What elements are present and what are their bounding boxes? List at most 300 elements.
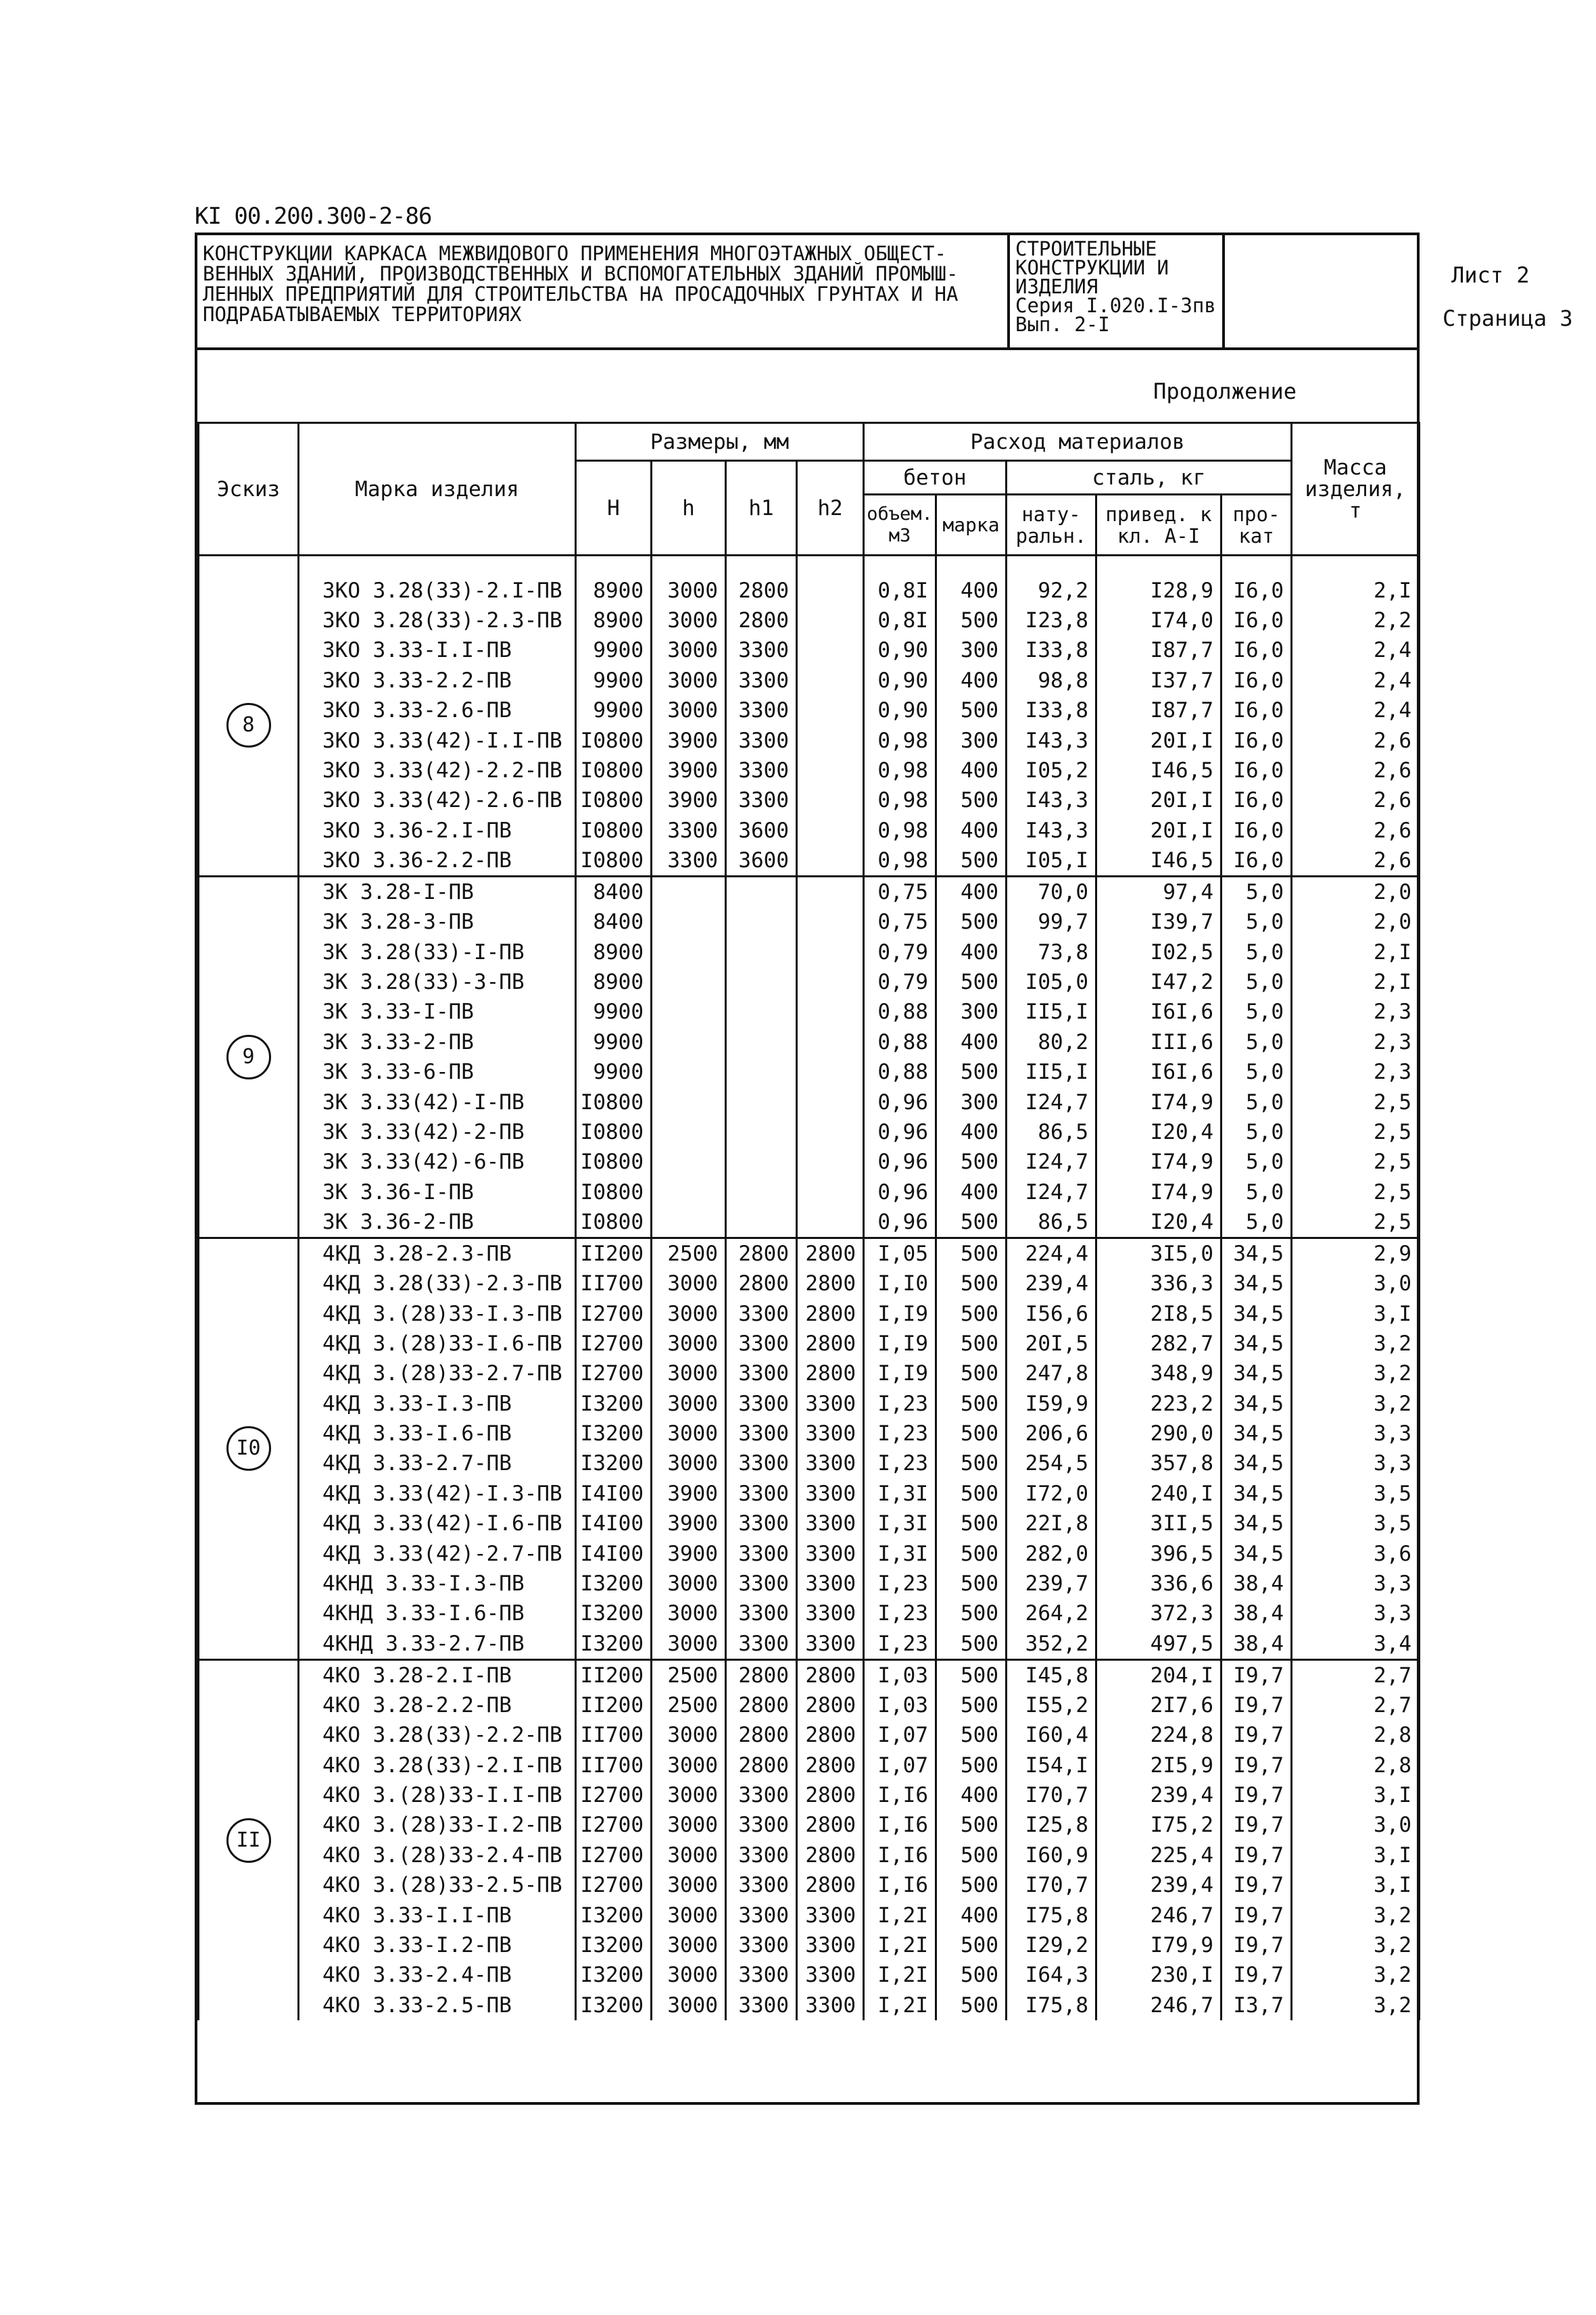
- cell-steel-reduced: I74,0: [1096, 606, 1222, 635]
- cell-steel-reduced: 2I7,6: [1096, 1690, 1222, 1720]
- cell-volume: I,23: [864, 1599, 936, 1628]
- table-row: [199, 1479, 1420, 1509]
- cell-steel-reduced: I74,9: [1096, 1087, 1222, 1117]
- cell-steel-reduced: 336,3: [1096, 1269, 1222, 1298]
- cell-H: I0800: [576, 785, 652, 815]
- cell-H: I3200: [576, 1419, 652, 1448]
- header-steel: сталь, кг: [1007, 461, 1292, 495]
- cell-grade: 500: [936, 1479, 1007, 1509]
- cell-H: 9900: [576, 635, 652, 665]
- cell-mass: 2,5: [1292, 1087, 1420, 1117]
- cell-rolled: I9,7: [1222, 1780, 1292, 1810]
- cell-grade: 500: [936, 1810, 1007, 1840]
- cell-h1: [726, 1087, 797, 1117]
- cell-H: I3200: [576, 1448, 652, 1478]
- cell-mark: 4КО 3.(28)33-I.2-ПВ: [299, 1810, 576, 1840]
- cell-steel-natural: 352,2: [1007, 1629, 1096, 1660]
- table-row: [199, 1298, 1420, 1328]
- cell-volume: I,3I: [864, 1509, 936, 1538]
- cell-grade: 500: [936, 1659, 1007, 1690]
- cell-h1: 3300: [726, 1599, 797, 1628]
- cell-H: I2700: [576, 1298, 652, 1328]
- cell-h: 3000: [652, 1991, 726, 2020]
- cell-steel-natural: I75,8: [1007, 1900, 1096, 1930]
- series-line: ИЗДЕЛИЯ: [1015, 275, 1098, 298]
- cell-h2: 2800: [797, 1780, 864, 1810]
- sketch-number-badge: 9: [226, 1035, 271, 1079]
- cell-steel-natural: I64,3: [1007, 1960, 1096, 1990]
- cell-volume: I,03: [864, 1690, 936, 1720]
- cell-volume: I,3I: [864, 1538, 936, 1568]
- cell-volume: I,2I: [864, 1930, 936, 1960]
- cell-h: 3000: [652, 606, 726, 635]
- cell-steel-reduced: 223,2: [1096, 1388, 1222, 1418]
- table-row: [199, 1750, 1420, 1780]
- cell-steel-reduced: 239,4: [1096, 1780, 1222, 1810]
- cell-steel-natural: I43,3: [1007, 725, 1096, 755]
- cell-rolled: 34,5: [1222, 1479, 1292, 1509]
- cell-h2: 2800: [797, 1870, 864, 1900]
- cell-grade: 400: [936, 576, 1007, 606]
- cell-rolled: 34,5: [1222, 1238, 1292, 1269]
- cell-h2: [797, 1207, 864, 1238]
- cell-h1: [726, 937, 797, 967]
- cell-h1: 3300: [726, 1538, 797, 1568]
- cell-mark: 3КО 3.36-2.I-ПВ: [299, 816, 576, 846]
- cell-h1: 2800: [726, 1238, 797, 1269]
- cell-rolled: I6,0: [1222, 696, 1292, 725]
- cell-h: 3000: [652, 1960, 726, 1990]
- cell-steel-natural: I70,7: [1007, 1870, 1096, 1900]
- cell-rolled: 5,0: [1222, 1027, 1292, 1057]
- cell-steel-natural: 73,8: [1007, 937, 1096, 967]
- table-row: [199, 937, 1420, 967]
- cell-steel-natural: I05,0: [1007, 967, 1096, 997]
- cell-H: I2700: [576, 1329, 652, 1359]
- cell-h: 3000: [652, 1388, 726, 1418]
- cell-mark: 3К 3.28-I-ПВ: [299, 877, 576, 908]
- cell-volume: 0,79: [864, 967, 936, 997]
- spacer-cell: [1007, 556, 1096, 576]
- cell-H: I0800: [576, 1177, 652, 1207]
- cell-h1: 3300: [726, 1841, 797, 1870]
- cell-grade: 500: [936, 1509, 1007, 1538]
- cell-h: [652, 1057, 726, 1087]
- cell-grade: 500: [936, 1538, 1007, 1568]
- table-row: [199, 1329, 1420, 1359]
- cell-mass: 3,2: [1292, 1329, 1420, 1359]
- cell-H: II200: [576, 1690, 652, 1720]
- cell-volume: 0,75: [864, 907, 936, 937]
- cell-rolled: I6,0: [1222, 756, 1292, 785]
- cell-mass: 2,2: [1292, 606, 1420, 635]
- table-row: [199, 1629, 1420, 1660]
- cell-volume: I,2I: [864, 1991, 936, 2020]
- cell-mark: 3КО 3.28(33)-2.3-ПВ: [299, 606, 576, 635]
- cell-grade: 500: [936, 1870, 1007, 1900]
- cell-mass: 2,6: [1292, 725, 1420, 755]
- cell-mark: 4КД 3.33(42)-I.6-ПВ: [299, 1509, 576, 1538]
- cell-steel-natural: I33,8: [1007, 635, 1096, 665]
- cell-h2: 2800: [797, 1690, 864, 1720]
- cell-rolled: 5,0: [1222, 1117, 1292, 1147]
- cell-mark: 4КНД 3.33-2.7-ПВ: [299, 1629, 576, 1660]
- cell-h2: [797, 907, 864, 937]
- cell-mass: 3,2: [1292, 1900, 1420, 1930]
- table-row: [199, 1027, 1420, 1057]
- continued-label: Продолжение: [1153, 379, 1297, 404]
- cell-volume: 0,88: [864, 1027, 936, 1057]
- cell-mass: 3,I: [1292, 1298, 1420, 1328]
- cell-h2: [797, 1057, 864, 1087]
- cell-h2: 3300: [797, 1991, 864, 2020]
- cell-steel-reduced: 282,7: [1096, 1329, 1222, 1359]
- materials-table: [197, 422, 1420, 2020]
- cell-h2: 2800: [797, 1329, 864, 1359]
- cell-grade: 500: [936, 606, 1007, 635]
- cell-h: 3000: [652, 1870, 726, 1900]
- cell-H: I2700: [576, 1780, 652, 1810]
- cell-H: I3200: [576, 1991, 652, 2020]
- cell-h2: [797, 816, 864, 846]
- cell-mass: 2,8: [1292, 1750, 1420, 1780]
- cell-rolled: I6,0: [1222, 846, 1292, 877]
- spacer-cell: [652, 556, 726, 576]
- header-volume: объем. м3: [864, 495, 936, 556]
- cell-h: [652, 1207, 726, 1238]
- cell-h1: [726, 1147, 797, 1177]
- table-row: [199, 816, 1420, 846]
- cell-mass: 2,I: [1292, 967, 1420, 997]
- cell-h1: [726, 877, 797, 908]
- cell-H: I3200: [576, 1599, 652, 1628]
- cell-steel-reduced: I74,9: [1096, 1177, 1222, 1207]
- cell-rolled: 5,0: [1222, 967, 1292, 997]
- cell-steel-natural: I23,8: [1007, 606, 1096, 635]
- cell-volume: I,3I: [864, 1479, 936, 1509]
- header-h1: h1: [726, 461, 797, 556]
- cell-mark: 4КО 3.(28)33-I.I-ПВ: [299, 1780, 576, 1810]
- title-block: [195, 233, 1573, 350]
- cell-steel-reduced: I28,9: [1096, 576, 1222, 606]
- cell-mark: 4КД 3.33(42)-I.3-ПВ: [299, 1479, 576, 1509]
- cell-volume: I,23: [864, 1629, 936, 1660]
- cell-h: 3000: [652, 1599, 726, 1628]
- cell-mark: 4КНД 3.33-I.6-ПВ: [299, 1599, 576, 1628]
- cell-steel-reduced: I20,4: [1096, 1207, 1222, 1238]
- table-row: [199, 756, 1420, 785]
- cell-h: 3000: [652, 1629, 726, 1660]
- cell-H: I0800: [576, 1117, 652, 1147]
- cell-h: 3000: [652, 1569, 726, 1599]
- cell-h1: 2800: [726, 606, 797, 635]
- cell-H: 8400: [576, 877, 652, 908]
- table-row: [199, 1810, 1420, 1840]
- cell-mark: 3К 3.28-3-ПВ: [299, 907, 576, 937]
- cell-mass: 2,5: [1292, 1177, 1420, 1207]
- cell-h: [652, 997, 726, 1027]
- cell-steel-reduced: 357,8: [1096, 1448, 1222, 1478]
- cell-H: 8400: [576, 907, 652, 937]
- sketch-cell: [199, 1238, 299, 1659]
- sketch-number-badge: 8: [226, 703, 271, 748]
- cell-rolled: 34,5: [1222, 1509, 1292, 1538]
- cell-mark: 3К 3.28(33)-3-ПВ: [299, 967, 576, 997]
- cell-h1: 3300: [726, 725, 797, 755]
- series-line: СТРОИТЕЛЬНЫЕ: [1015, 237, 1157, 260]
- cell-steel-reduced: I46,5: [1096, 846, 1222, 877]
- cell-steel-natural: I43,3: [1007, 785, 1096, 815]
- cell-h1: 3300: [726, 1388, 797, 1418]
- cell-steel-natural: I60,9: [1007, 1841, 1096, 1870]
- cell-steel-natural: I29,2: [1007, 1930, 1096, 1960]
- cell-steel-reduced: 396,5: [1096, 1538, 1222, 1568]
- cell-rolled: 38,4: [1222, 1629, 1292, 1660]
- cell-mass: 2,4: [1292, 696, 1420, 725]
- cell-mass: 2,0: [1292, 907, 1420, 937]
- table-row: [199, 1720, 1420, 1750]
- cell-mass: 2,6: [1292, 816, 1420, 846]
- cell-grade: 500: [936, 1207, 1007, 1238]
- table-row: [199, 696, 1420, 725]
- cell-mark: 4КО 3.(28)33-2.5-ПВ: [299, 1870, 576, 1900]
- spacer-cell: [199, 556, 299, 576]
- cell-h: 3000: [652, 1720, 726, 1750]
- table-row: [199, 635, 1420, 665]
- cell-steel-reduced: I47,2: [1096, 967, 1222, 997]
- cell-h1: 3300: [726, 1329, 797, 1359]
- cell-rolled: I9,7: [1222, 1690, 1292, 1720]
- cell-steel-reduced: I20,4: [1096, 1117, 1222, 1147]
- cell-h2: [797, 937, 864, 967]
- cell-grade: 400: [936, 1177, 1007, 1207]
- cell-h2: 2800: [797, 1810, 864, 1840]
- cell-mass: 2,4: [1292, 635, 1420, 665]
- cell-grade: 400: [936, 816, 1007, 846]
- cell-h2: [797, 1087, 864, 1117]
- cell-H: I0800: [576, 816, 652, 846]
- cell-h1: 3300: [726, 696, 797, 725]
- cell-grade: 500: [936, 1991, 1007, 2020]
- cell-volume: 0,8I: [864, 606, 936, 635]
- cell-steel-natural: I56,6: [1007, 1298, 1096, 1328]
- cell-steel-reduced: I46,5: [1096, 756, 1222, 785]
- table-row: [199, 1448, 1420, 1478]
- cell-steel-natural: I33,8: [1007, 696, 1096, 725]
- cell-mass: 2,7: [1292, 1659, 1420, 1690]
- cell-volume: I,05: [864, 1238, 936, 1269]
- cell-rolled: I6,0: [1222, 606, 1292, 635]
- cell-mark: 3К 3.36-I-ПВ: [299, 1177, 576, 1207]
- cell-steel-natural: I05,2: [1007, 756, 1096, 785]
- cell-steel-reduced: 20I,I: [1096, 785, 1222, 815]
- cell-h2: 3300: [797, 1448, 864, 1478]
- cell-volume: I,23: [864, 1419, 936, 1448]
- cell-h: 3000: [652, 1900, 726, 1930]
- cell-steel-reduced: 20I,I: [1096, 816, 1222, 846]
- cell-H: I0800: [576, 1087, 652, 1117]
- cell-H: 8900: [576, 967, 652, 997]
- cell-H: I3200: [576, 1388, 652, 1418]
- cell-rolled: I9,7: [1222, 1870, 1292, 1900]
- cell-h2: 3300: [797, 1930, 864, 1960]
- cell-H: 9900: [576, 1027, 652, 1057]
- cell-mass: 2,6: [1292, 785, 1420, 815]
- cell-h2: 2800: [797, 1298, 864, 1328]
- cell-rolled: I9,7: [1222, 1960, 1292, 1990]
- cell-rolled: I6,0: [1222, 725, 1292, 755]
- cell-rolled: I6,0: [1222, 816, 1292, 846]
- cell-h1: 3300: [726, 1479, 797, 1509]
- cell-steel-natural: I24,7: [1007, 1087, 1096, 1117]
- cell-steel-natural: I60,4: [1007, 1720, 1096, 1750]
- cell-mass: 2,I: [1292, 576, 1420, 606]
- cell-grade: 500: [936, 1720, 1007, 1750]
- cell-h2: [797, 1117, 864, 1147]
- cell-H: II700: [576, 1720, 652, 1750]
- table-row: [199, 1057, 1420, 1087]
- cell-mark: 4КО 3.28(33)-2.I-ПВ: [299, 1750, 576, 1780]
- cell-mass: 2,7: [1292, 1690, 1420, 1720]
- table-row: [199, 1147, 1420, 1177]
- header-sketch: Эскиз: [199, 423, 299, 556]
- cell-steel-reduced: I39,7: [1096, 907, 1222, 937]
- cell-mark: 3КО 3.33(42)-2.6-ПВ: [299, 785, 576, 815]
- cell-grade: 400: [936, 1027, 1007, 1057]
- cell-grade: 500: [936, 1419, 1007, 1448]
- spacer-cell: [299, 556, 576, 576]
- cell-steel-natural: 99,7: [1007, 907, 1096, 937]
- cell-steel-natural: 80,2: [1007, 1027, 1096, 1057]
- cell-h2: [797, 877, 864, 908]
- cell-h2: 3300: [797, 1479, 864, 1509]
- table-row: [199, 1117, 1420, 1147]
- cell-grade: 500: [936, 1629, 1007, 1660]
- cell-steel-reduced: III,6: [1096, 1027, 1222, 1057]
- cell-h2: 3300: [797, 1419, 864, 1448]
- cell-H: I0800: [576, 756, 652, 785]
- cell-grade: 400: [936, 666, 1007, 696]
- cell-h1: 3300: [726, 635, 797, 665]
- cell-h2: [797, 1177, 864, 1207]
- cell-mass: 3,5: [1292, 1479, 1420, 1509]
- cell-h1: 2800: [726, 1659, 797, 1690]
- cell-steel-natural: I75,8: [1007, 1991, 1096, 2020]
- cell-steel-reduced: I87,7: [1096, 635, 1222, 665]
- cell-h1: 3300: [726, 1448, 797, 1478]
- cell-rolled: I9,7: [1222, 1750, 1292, 1780]
- cell-steel-reduced: 2I5,9: [1096, 1750, 1222, 1780]
- cell-h1: 3300: [726, 1509, 797, 1538]
- cell-H: I3200: [576, 1569, 652, 1599]
- cell-volume: 0,96: [864, 1117, 936, 1147]
- table-row: [199, 1419, 1420, 1448]
- table-row: [199, 1269, 1420, 1298]
- sketch-cell: [199, 576, 299, 877]
- cell-grade: 500: [936, 1750, 1007, 1780]
- cell-H: I4I00: [576, 1479, 652, 1509]
- cell-rolled: I9,7: [1222, 1659, 1292, 1690]
- cell-rolled: 34,5: [1222, 1538, 1292, 1568]
- cell-H: 9900: [576, 696, 652, 725]
- cell-mark: 4КО 3.28-2.2-ПВ: [299, 1690, 576, 1720]
- cell-steel-natural: I54,I: [1007, 1750, 1096, 1780]
- cell-h2: 2800: [797, 1269, 864, 1298]
- cell-mark: 4КД 3.28(33)-2.3-ПВ: [299, 1269, 576, 1298]
- cell-steel-natural: 86,5: [1007, 1117, 1096, 1147]
- cell-rolled: 34,5: [1222, 1388, 1292, 1418]
- cell-mark: 3КО 3.28(33)-2.I-ПВ: [299, 576, 576, 606]
- cell-rolled: I9,7: [1222, 1930, 1292, 1960]
- cell-H: 8900: [576, 576, 652, 606]
- cell-mark: 3К 3.33-I-ПВ: [299, 997, 576, 1027]
- cell-H: I4I00: [576, 1538, 652, 1568]
- cell-h1: 3300: [726, 1419, 797, 1448]
- cell-steel-natural: 247,8: [1007, 1359, 1096, 1388]
- spacer-cell: [936, 556, 1007, 576]
- table-row: [199, 1388, 1420, 1418]
- cell-steel-reduced: 225,4: [1096, 1841, 1222, 1870]
- sketch-cell: [199, 1659, 299, 2020]
- cell-volume: 0,96: [864, 1207, 936, 1238]
- cell-steel-reduced: 230,I: [1096, 1960, 1222, 1990]
- title-line: КОНСТРУКЦИИ КАРКАСА МЕЖВИДОВОГО ПРИМЕНЕНИЯ МНОГОЭТАЖНЫХ ОБЩЕСТ-: [203, 242, 946, 265]
- cell-mass: 2,5: [1292, 1207, 1420, 1238]
- cell-volume: I,I0: [864, 1269, 936, 1298]
- cell-volume: I,07: [864, 1750, 936, 1780]
- cell-steel-reduced: 239,4: [1096, 1870, 1222, 1900]
- cell-grade: 500: [936, 1359, 1007, 1388]
- cell-h1: 3300: [726, 1780, 797, 1810]
- table-row: [199, 725, 1420, 755]
- cell-mark: 3КО 3.33-I.I-ПВ: [299, 635, 576, 665]
- cell-steel-natural: I70,7: [1007, 1780, 1096, 1810]
- cell-rolled: 5,0: [1222, 1177, 1292, 1207]
- header-dimensions: Размеры, мм: [576, 423, 864, 461]
- cell-H: I3200: [576, 1960, 652, 1990]
- cell-h1: 3300: [726, 1991, 797, 2020]
- cell-grade: 500: [936, 1388, 1007, 1418]
- cell-volume: I,2I: [864, 1960, 936, 1990]
- cell-mass: 3,3: [1292, 1599, 1420, 1628]
- header-H: Н: [576, 461, 652, 556]
- cell-steel-natural: I05,I: [1007, 846, 1096, 877]
- table-row: [199, 1087, 1420, 1117]
- cell-steel-natural: 92,2: [1007, 576, 1096, 606]
- cell-rolled: 5,0: [1222, 1207, 1292, 1238]
- cell-h: 3000: [652, 1841, 726, 1870]
- cell-mark: 4КО 3.33-I.2-ПВ: [299, 1930, 576, 1960]
- cell-mark: 4КО 3.33-I.I-ПВ: [299, 1900, 576, 1930]
- cell-H: II700: [576, 1750, 652, 1780]
- cell-rolled: 34,5: [1222, 1329, 1292, 1359]
- cell-h: 3900: [652, 725, 726, 755]
- cell-steel-natural: I55,2: [1007, 1690, 1096, 1720]
- cell-steel-natural: II5,I: [1007, 1057, 1096, 1087]
- cell-h: 3000: [652, 1419, 726, 1448]
- cell-rolled: I6,0: [1222, 635, 1292, 665]
- cell-mark: 4КО 3.33-2.5-ПВ: [299, 1991, 576, 2020]
- cell-mass: 3,0: [1292, 1269, 1420, 1298]
- cell-H: I2700: [576, 1359, 652, 1388]
- header-reduced: привед. к кл. А-I: [1096, 495, 1222, 556]
- cell-h: 3000: [652, 1298, 726, 1328]
- table-row: [199, 1659, 1420, 1690]
- cell-h: 3000: [652, 1930, 726, 1960]
- cell-h: 3900: [652, 1509, 726, 1538]
- cell-H: 9900: [576, 666, 652, 696]
- cell-h: [652, 1027, 726, 1057]
